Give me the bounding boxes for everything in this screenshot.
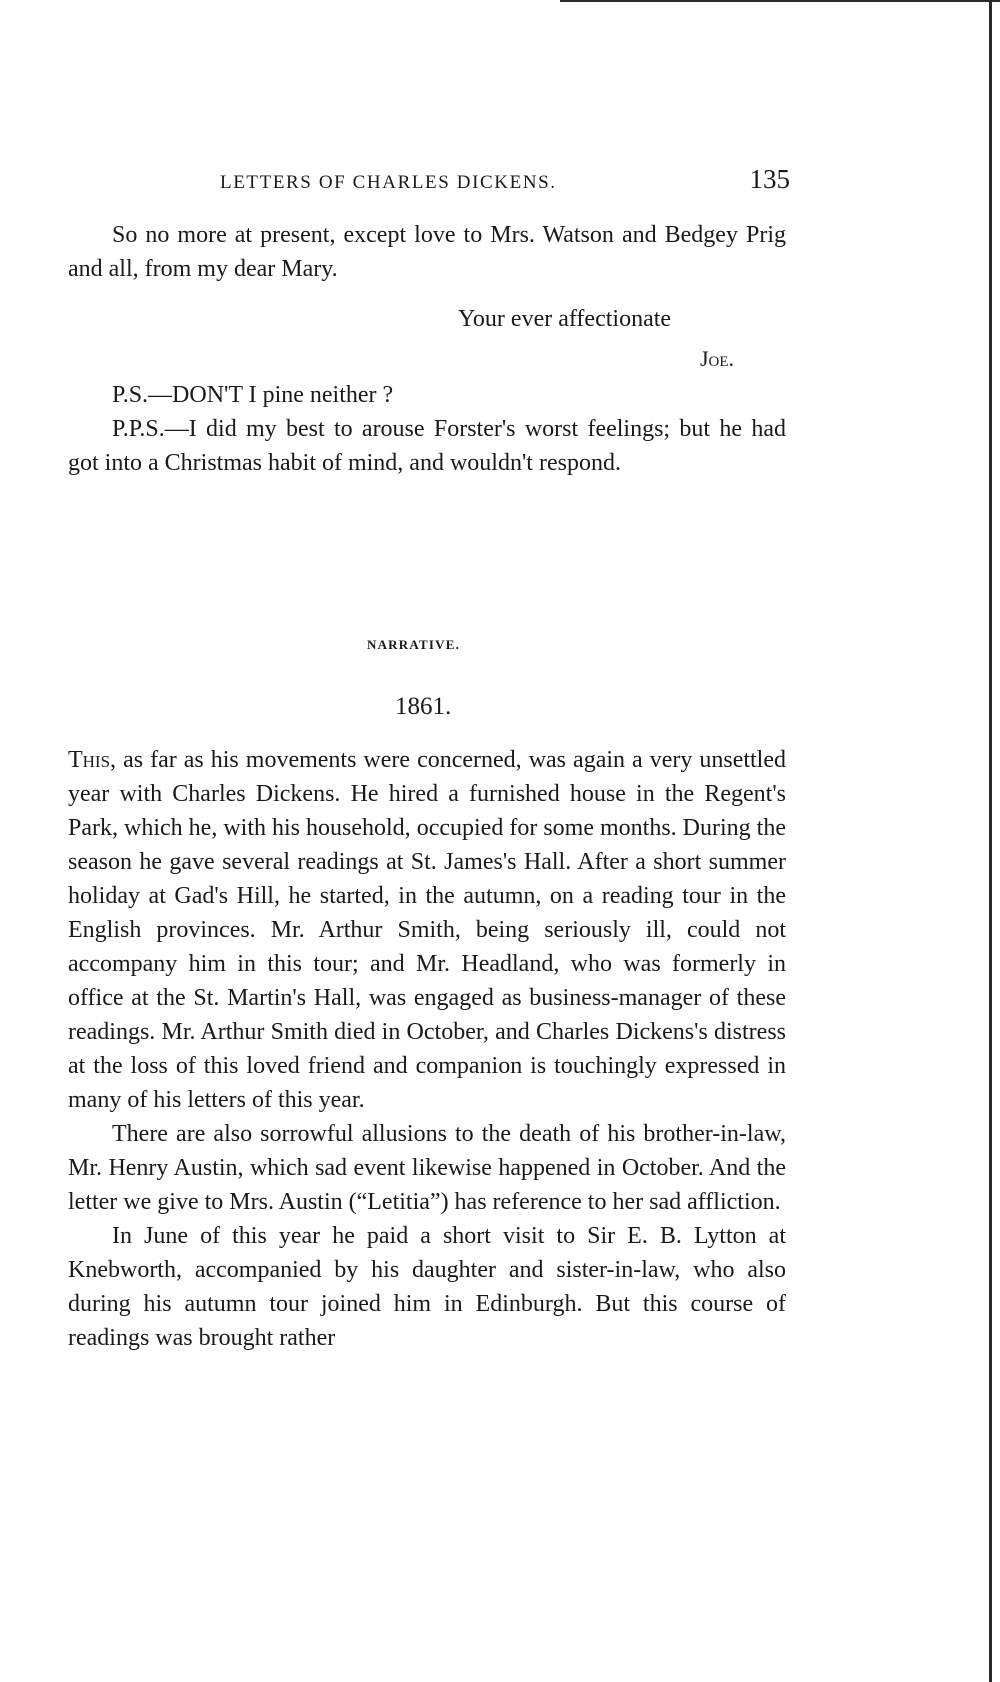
section-label: NARRATIVE. [367,637,461,652]
lead-word: This, [68,747,117,773]
postscript: P.S.—DON'T I pine neither ? [112,382,394,408]
page-edge-right [989,0,992,1682]
narrative-block [68,743,786,1355]
narrative-paragraph-1 [68,743,786,1117]
second-postscript: P.P.S.—I did my best to arouse Forster's worst feelings; but he had got into a Christmas habit of mind, and wouldn't respond. [68,416,786,476]
narrative-paragraph-1-text: as far as his movements were concerned, was again a very unsettled year with Charles Dickens. He hired a furnished house in the Regent's Park, which he, with his household, occupied for some months. During the season he gave several readings at St. James's Hall. After a short summer holiday at Gad's Hill, he started, in the autumn, on a reading tour in the English provinces. Mr. Arthur Smith, being seriously ill, could not accompany him in this tour; and Mr. Headland, who was formerly in office at the St. Martin's Hall, was engaged as business-manager of these readings. Mr. Arthur Smith died in October, and Charles Dickens's distress at the loss of this loved friend and companion is touchingly expressed in many of his letters of this year. [68,747,786,1113]
page-edge-top [560,0,1000,2]
narrative-paragraph-2: There are also sorrowful allusions to the death of his brother-in-law, Mr. Henry Austin, which sad event likewise happened in October. And the letter we give to Mrs. Austin (“Letitia”) has reference to her sad affliction. [68,1121,786,1215]
letter-closing: Your ever affectionate [458,306,672,332]
letter-signature: Joe. [700,346,735,371]
letter-body: So no more at present, except love to Mrs. Watson and Bedgey Prig and all, from my dear Mary. [68,222,786,282]
page-header [220,164,790,198]
page-number: 135 [749,164,790,194]
postscript-block [68,378,786,480]
narrative-paragraph-3: In June of this year he paid a short visit to Sir E. B. Lytton at Knebworth, accompanied by his daughter and sister-in-law, who also during his autumn tour joined him in Edinburgh. But this course of readings was brought rather [68,1223,786,1351]
running-head: LETTERS OF CHARLES DICKENS. [220,172,557,193]
letter-body-block [68,218,786,286]
page-edge-corner [977,0,992,16]
section-year: 1861. [395,693,452,720]
